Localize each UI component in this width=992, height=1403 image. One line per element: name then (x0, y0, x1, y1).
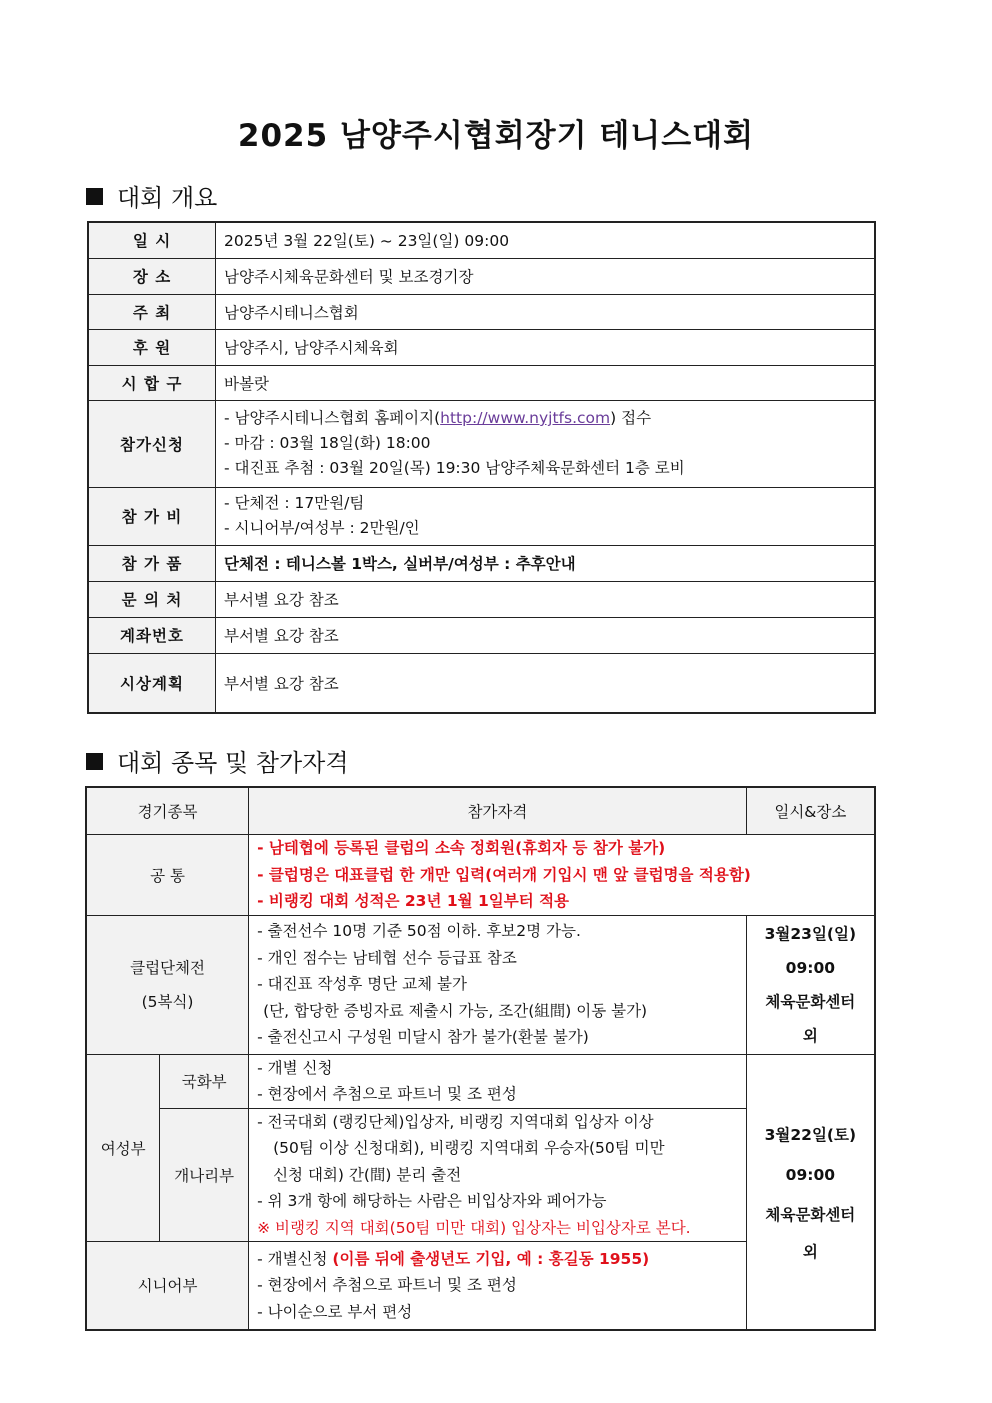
overview-row-venue (88, 258, 875, 294)
apply-line-1 (224, 406, 866, 431)
gukhwa-line-1: - 개별 신청 (257, 1058, 333, 1077)
women-when-time: 09:00 (785, 1165, 836, 1184)
events-row-club (86, 915, 875, 1054)
women-when-date: 3월22일(토) (764, 1125, 857, 1144)
venue-label: 장 소 (88, 258, 216, 294)
women-label: 여성부 (86, 1054, 160, 1242)
club-label-1: 클럽단체전 (130, 958, 205, 977)
club-when-place: 체육문화센터 (765, 992, 856, 1011)
senior-line-1-text: - 개별신청 (257, 1249, 333, 1268)
women-when-place: 체육문화센터 (765, 1205, 856, 1224)
header-schedule: 일시&장소 (746, 787, 875, 835)
section-heading-events (86, 743, 349, 778)
senior-line-2: - 현장에서 추첨으로 파트너 및 조 편성 (257, 1276, 517, 1294)
overview-row-apply (88, 400, 875, 487)
apply-line-1-text: - 남양주시테니스협회 홈페이지( (224, 409, 441, 427)
senior-desc (249, 1242, 747, 1330)
club-label (86, 915, 249, 1054)
award-value: 부서별 요강 참조 (216, 653, 876, 713)
club-when-time: 09:00 (785, 958, 836, 977)
common-label: 공 통 (86, 835, 249, 916)
section-heading-overview (86, 178, 217, 213)
gaenari-line-4: - 위 3개 항에 해당하는 사람은 비입상자와 페어가능 (257, 1192, 607, 1210)
award-label: 시상계획 (88, 653, 216, 713)
events-table (85, 786, 876, 1331)
header-eligibility: 참가자격 (249, 787, 747, 835)
sponsor-label: 후 원 (88, 329, 216, 365)
apply-label: 참가신청 (88, 400, 216, 487)
apply-line-3: - 대진표 추첨 : 03월 20일(목) 19:30 남양주체육문화센터 1층 로비 (224, 459, 685, 477)
women-senior-schedule (746, 1054, 875, 1330)
venue-value: 남양주시체육문화센터 및 보조경기장 (216, 258, 876, 294)
page-title: 2025 남양주시협회장기 테니스대회 (237, 118, 755, 154)
gaenari-desc (249, 1108, 747, 1242)
account-value: 부서별 요강 참조 (216, 617, 876, 653)
overview-row-award (88, 653, 875, 713)
sponsor-value: 남양주시, 남양주시체육회 (216, 329, 876, 365)
events-row-common (86, 835, 875, 916)
common-line-3: - 비랭킹 대회 성적은 23년 1월 1일부터 적용 (257, 892, 570, 910)
overview-row-host (88, 294, 875, 329)
date-label: 일 시 (88, 222, 216, 258)
host-value: 남양주시테니스협회 (216, 294, 876, 329)
gaenari-line-2: (50팀 이상 신청대회), 비랭킹 지역대회 우승자(50팀 미만 (273, 1139, 665, 1157)
ball-label: 시 합 구 (88, 365, 216, 400)
header-category: 경기종목 (86, 787, 249, 835)
senior-line-3: - 나이순으로 부서 편성 (257, 1302, 413, 1321)
overview-row-fee (88, 487, 875, 545)
gaenari-line-1: - 전국대회 (랭킹단체)입상자, 비랭킹 지역대회 입상자 이상 (257, 1112, 654, 1131)
overview-row-ball (88, 365, 875, 400)
overview-table (87, 221, 876, 714)
club-desc (249, 915, 747, 1054)
common-line-1: - 남테협에 등록된 클럽의 소속 정회원(휴회자 등 참가 불가) (257, 839, 666, 857)
events-header-row (86, 787, 875, 835)
gukhwa-desc (249, 1054, 747, 1108)
ball-value: 바볼랏 (216, 365, 876, 400)
club-when-etc: 외 (802, 1026, 818, 1045)
common-desc (249, 835, 875, 916)
club-line-1: - 출전선수 10명 기준 50점 이하. 후보2명 가능. (257, 922, 581, 941)
gaenari-line-5: ※ 비랭킹 지역 대회(50팀 미만 대회) 입상자는 비입상자로 본다. (257, 1218, 691, 1237)
club-line-3: - 대진표 작성후 명단 교체 불가 (257, 975, 467, 994)
overview-row-date (88, 222, 875, 258)
gift-value: 단체전 : 테니스볼 1박스, 실버부/여성부 : 추후안내 (216, 545, 876, 581)
fee-line-2: - 시니어부/여성부 : 2만원/인 (224, 519, 420, 537)
gukhwa-label: 국화부 (160, 1054, 249, 1108)
fee-label: 참 가 비 (88, 487, 216, 545)
contact-label: 문 의 처 (88, 581, 216, 617)
gukhwa-line-2: - 현장에서 추첨으로 파트너 및 조 편성 (257, 1085, 517, 1103)
contact-value: 부서별 요강 참조 (216, 581, 876, 617)
senior-line-1 (257, 1246, 738, 1273)
overview-row-contact (88, 581, 875, 617)
senior-label: 시니어부 (86, 1242, 249, 1330)
gaenari-line-3: 신청 대회) 간(間) 분리 출전 (273, 1165, 462, 1184)
club-line-4: (단, 합당한 증빙자료 제출시 가능, 조간(組間) 이동 불가) (263, 1001, 648, 1020)
section-title-events: 대회 종목 및 참가자격 (117, 749, 349, 777)
section-title-overview: 대회 개요 (117, 184, 218, 212)
gaenari-label: 개나리부 (160, 1108, 249, 1242)
club-when-date: 3월23일(일) (764, 924, 857, 943)
events-row-gukhwa (86, 1054, 875, 1108)
fee-line-1: - 단체전 : 17만원/팀 (224, 494, 365, 512)
fee-value (216, 487, 876, 545)
apply-line-2: - 마감 : 03월 18일(화) 18:00 (224, 434, 431, 452)
club-schedule (746, 915, 875, 1054)
homepage-link[interactable]: http://www.nyjtfs.com (440, 409, 611, 427)
women-when-etc: 외 (802, 1242, 818, 1261)
square-bullet-icon (86, 188, 103, 205)
date-value: 2025년 3월 22일(토) ~ 23일(일) 09:00 (216, 222, 876, 258)
senior-line-1-note: (이름 뒤에 출생년도 기입, 예 : 홍길동 1955) (332, 1249, 650, 1268)
club-line-2: - 개인 점수는 남테협 선수 등급표 참조 (257, 948, 517, 967)
apply-value (216, 400, 876, 487)
gift-label: 참 가 품 (88, 545, 216, 581)
overview-row-account (88, 617, 875, 653)
common-line-2: - 클럽명은 대표클럽 한 개만 입력(여러개 기입시 맨 앞 클럽명을 적용함) (257, 865, 751, 884)
host-label: 주 최 (88, 294, 216, 329)
overview-row-sponsor (88, 329, 875, 365)
club-line-5: - 출전신고시 구성원 미달시 참가 불가(환불 불가) (257, 1028, 589, 1047)
account-label: 계좌번호 (88, 617, 216, 653)
apply-line-1-suffix: ) 접수 (610, 409, 652, 427)
square-bullet-icon (86, 753, 103, 770)
overview-row-gift (88, 545, 875, 581)
club-label-2: (5복식) (141, 992, 194, 1011)
